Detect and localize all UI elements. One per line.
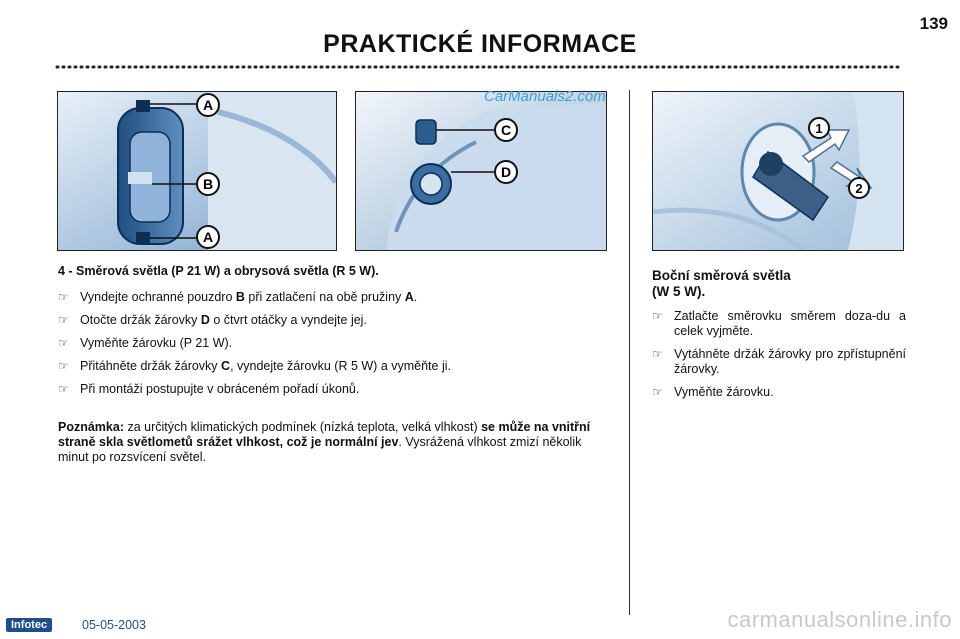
dotted-divider — [55, 64, 905, 70]
label-d — [495, 161, 517, 183]
svg-text:C: C — [500, 122, 512, 138]
figure-bulb-holders — [355, 91, 607, 251]
pointing-hand-icon: ☞ — [58, 313, 69, 327]
side-section-title: Boční směrová světla (W 5 W). — [652, 268, 791, 299]
label-one — [809, 118, 829, 138]
footer-watermark: carmanualsonline.info — [727, 607, 952, 632]
note-paragraph: Poznámka: za určitých klimatických podmínek (nízká teplota, velká vlhkost) se může na vnitřní straně skla světlometů srážet vlhkost, což je normální jev. Vysrážená vlhkost zmizí několik minut po rozsvícení světel. — [58, 420, 591, 464]
label-a-top — [197, 94, 219, 116]
pointing-hand-icon: ☞ — [58, 359, 69, 373]
list-item: ☞ Přitáhněte držák žárovky C, vyndejte žárovku (R 5 W) a vyměňte ji. — [58, 359, 451, 373]
section-caption: 4 - Směrová světla (P 21 W) a obrysová světla (R 5 W). — [58, 264, 379, 278]
svg-text:A: A — [202, 97, 214, 113]
pointing-hand-icon: ☞ — [58, 290, 69, 304]
infotec-logo: Infotec — [6, 618, 52, 632]
pointing-hand-icon: ☞ — [58, 336, 69, 350]
page-number: 139 — [919, 14, 948, 33]
list-item: ☞ Vyměňte žárovku. — [652, 385, 774, 399]
pointing-hand-icon: ☞ — [652, 309, 663, 323]
label-c — [495, 119, 517, 141]
page-title: PRAKTICKÉ INFORMACE — [323, 30, 637, 58]
svg-text:B: B — [202, 176, 214, 192]
svg-text:1: 1 — [815, 121, 823, 136]
svg-text:D: D — [500, 164, 512, 180]
list-item: ☞ Vyměňte žárovku (P 21 W). — [58, 336, 233, 350]
pointing-hand-icon: ☞ — [58, 382, 69, 396]
list-item: ☞ Při montáži postupujte v obráceném pořadí úkonů. — [58, 382, 360, 396]
label-b — [197, 173, 219, 195]
list-item: ☞ Otočte držák žárovky D o čtvrt otáčky a vyndejte jej. — [58, 313, 367, 327]
list-item: ☞ Vyndejte ochranné pouzdro B při zatlačení na obě pružiny A. — [58, 290, 418, 304]
label-a-bottom — [197, 226, 219, 248]
watermark-top: CarManuals2.com — [484, 88, 606, 105]
label-two — [849, 178, 869, 198]
instruction-list — [58, 290, 618, 405]
footer-date: 05-05-2003 — [82, 618, 146, 632]
side-instruction-list — [652, 309, 906, 408]
pointing-hand-icon: ☞ — [652, 347, 663, 361]
svg-text:2: 2 — [855, 181, 863, 196]
svg-text:A: A — [202, 229, 214, 245]
column-divider — [629, 90, 630, 615]
figure-protective-cover — [57, 91, 337, 251]
pointing-hand-icon: ☞ — [652, 385, 663, 399]
figure-side-indicator — [652, 91, 904, 251]
list-item: ☞ Zatlačte směrovku směrem doza-du a celek vyjměte. — [652, 309, 906, 338]
list-item: ☞ Vytáhněte držák žárovky pro zpřístupnění žárovky. — [652, 347, 906, 376]
